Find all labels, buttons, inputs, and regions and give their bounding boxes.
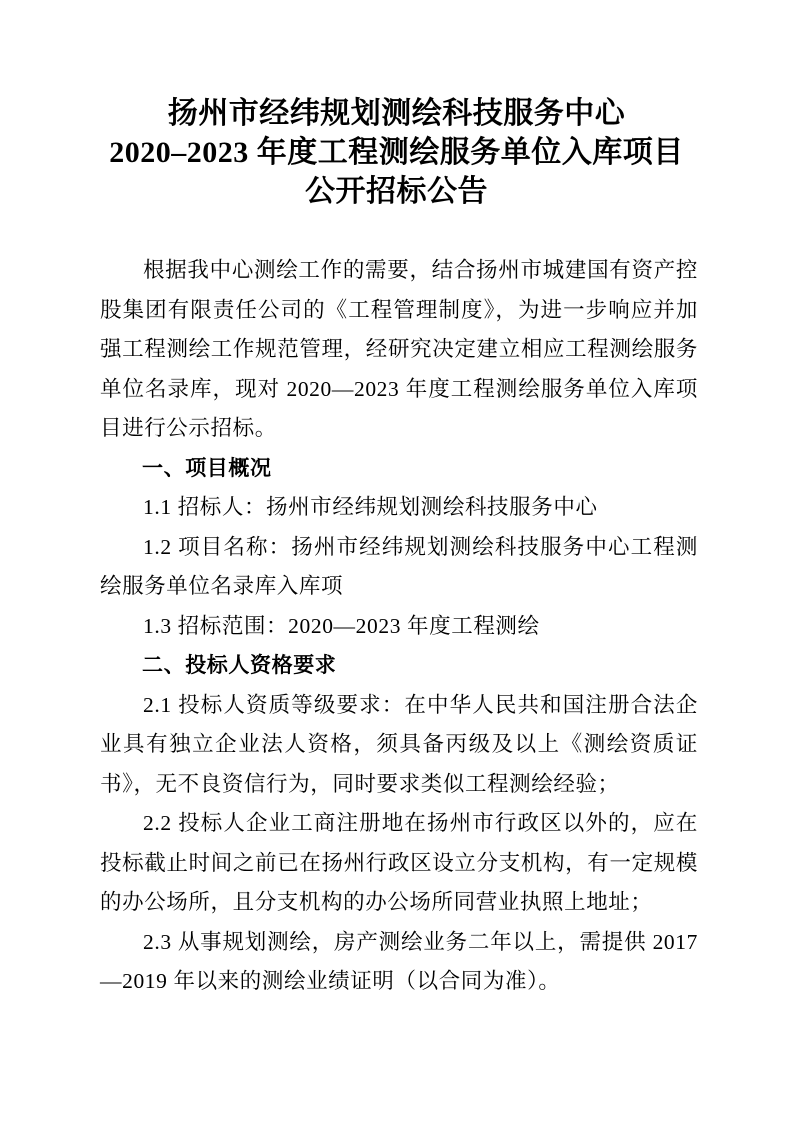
document-title — [60, 94, 733, 211]
item-1-3-bid-scope: 1.3 招标范围：2020—2023 年度工程测绘 — [143, 613, 540, 638]
section-1-heading: 一、项目概况 — [142, 456, 272, 480]
item-2-2-registration: 2.2 投标人企业工商注册地在扬州市行政区以外的，应在投标截止时间之前已在扬州行政区设立分支机构，有一定规模的办公场所，且分支机构的办公场所同营业执照上地址； — [100, 811, 698, 914]
item-2-3-experience: 2.3 从事规划测绘，房产测绘业务二年以上，需提供 2017—2019 年以来的测绘业绩证明（以合同为准）。 — [100, 929, 698, 993]
title-line-1: 扬州市经纬规划测绘科技服务中心 — [167, 97, 626, 130]
section-2-heading: 二、投标人资格要求 — [142, 654, 337, 677]
title-line-3: 公开招标公告 — [305, 175, 488, 208]
item-1-2-project-name: 1.2 项目名称：扬州市经纬规划测绘科技服务中心工程测绘服务单位名录库入库项 — [100, 534, 698, 598]
item-2-1-qualification: 2.1 投标人资质等级要求：在中华人民共和国注册合法企业具有独立企业法人资格，须具备丙级及以上《测绘资质证书》，无不良资信行为，同时要求类似工程测绘经验； — [100, 692, 698, 796]
document-body — [100, 251, 698, 1002]
intro-paragraph: 根据我中心测绘工作的需要，结合扬州市城建国有资产控股集团有限责任公司的《工程管理制度》，为进一步响应并加强工程测绘工作规范管理，经研究决定建立相应工程测绘服务单位名录库，现对 2020—2023 年度工程测绘服务单位入库项目进行公示招标。 — [100, 258, 698, 440]
item-1-1-bidder: 1.1 招标人：扬州市经纬规划测绘科技服务中心 — [143, 495, 598, 519]
title-line-2: 2020–2023 年度工程测绘服务单位入库项目 — [109, 136, 684, 169]
